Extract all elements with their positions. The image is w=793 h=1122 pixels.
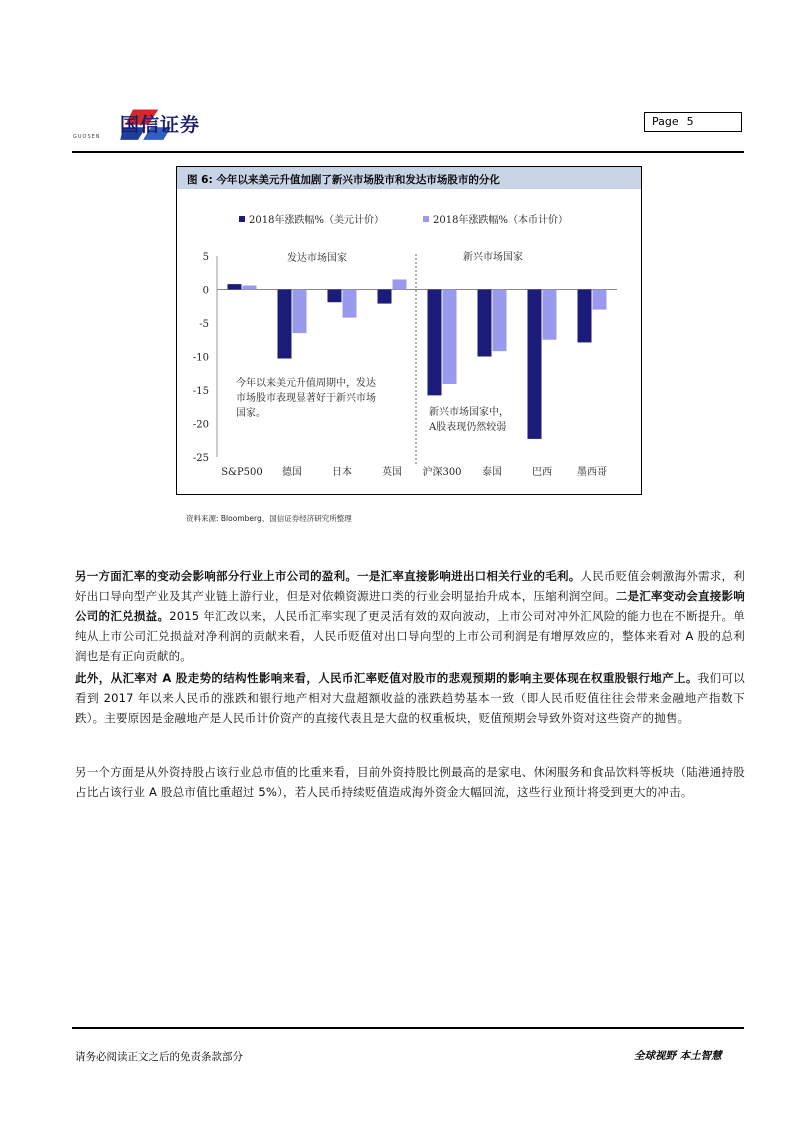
page-label: Page: [652, 115, 679, 128]
bar-0-7: [578, 290, 592, 343]
p1-text-1: 人民币贬值会刺激海外需求，利好出口导向型产业及其产业链上游行业，但是对依赖资源进口类的行业会明显抬升成本，压缩利润空间。: [75, 569, 745, 603]
bar-1-0: [243, 285, 257, 289]
annotation-emerging-line: 新兴市场国家中，: [429, 407, 509, 418]
x-tick-label: 墨西哥: [577, 467, 607, 478]
p1-bold-1: 另一方面汇率的变动会影响部分行业上市公司的盈利。一是汇率直接影响进出口相关行业的毛利。: [75, 569, 581, 583]
x-tick-label: S&P500: [221, 467, 263, 478]
x-tick-label: 巴西: [532, 467, 552, 478]
footer-rule: [72, 1027, 744, 1029]
figure-title: 图 6: 今年以来美元升值加剧了新兴市场股市和发达市场股市的分化: [187, 174, 500, 186]
bar-0-4: [428, 290, 442, 396]
paragraph-2: [75, 668, 745, 728]
p2-text-1: 我们可以看到 2017 年以来人民币的涨跌和银行地产相对大盘超额收益的涨跌趋势基本一致（即人民币贬值往往会带来金融地产指数下跌）。主要原因是金融地产是人民币计价资产的直接代表且是大盘的权重板块，贬值预期会导致外资对这些资产的抛售。: [75, 671, 745, 725]
bar-1-3: [393, 279, 407, 289]
y-tick-label: -5: [199, 319, 209, 330]
figure-source: 资料来源: Bloomberg、国信证券经济研究所整理: [186, 514, 352, 523]
legend-swatch-1: [423, 216, 429, 222]
p2-bold-1: 此外，从汇率对 A 股走势的结构性影响来看，人民币汇率贬值对股市的悲观预期的影响主要体现在权重股银行地产上。: [75, 671, 698, 685]
paragraph-1: [75, 566, 745, 666]
y-tick-label: -10: [192, 352, 209, 364]
bar-0-6: [528, 290, 542, 439]
annotation-emerging-line: A股表现仍然较弱: [429, 422, 507, 433]
annotation-developed-line: 市场股市表现显著好于新兴市场: [236, 393, 376, 404]
bar-1-2: [343, 290, 357, 318]
bar-1-5: [493, 290, 507, 352]
bar-0-0: [228, 284, 242, 289]
footer-disclaimer: 请务必阅读正文之后的免责条款部分: [75, 1051, 243, 1063]
bar-0-3: [378, 290, 392, 304]
bar-0-2: [328, 290, 342, 303]
legend-label-1: 2018年涨跌幅%（本币计价）: [433, 215, 568, 226]
x-tick-label: 沪深300: [422, 467, 462, 478]
bar-1-4: [443, 290, 457, 384]
logo-text: 国信证券: [120, 114, 201, 136]
group-label-developed: 发达市场国家: [287, 253, 347, 264]
y-tick-label: -25: [192, 453, 209, 464]
x-tick-label: 德国: [282, 467, 302, 478]
p1-text-2: 2015 年汇改以来，人民币汇率实现了更灵活有效的双向波动，上市公司对冲外汇风险的能力也在不断提升。单纯从上市公司汇兑损益对净利润的贡献来看，人民币贬值对出口导向型的上市公司利润是有增厚效应的，整体来看对 A 股的总利润也是有正向贡献的。: [75, 609, 745, 663]
y-tick-label: -20: [192, 419, 209, 431]
bar-0-1: [278, 290, 292, 359]
legend-swatch-0: [239, 216, 245, 222]
annotation-developed-line: 今年以来美元升值周期中，发达: [236, 378, 376, 389]
page-number: 5: [686, 115, 694, 128]
x-tick-label: 日本: [332, 467, 352, 478]
p3-text-1: 另一个方面是从外资持股占该行业总市值的比重来看，目前外资持股比例最高的是家电、休闲服务和食品饮料等板块（陆港通持股占比占该行业 A 股总市值比重超过 5%），若人民币持续贬值造成海外资金大幅回流，这些行业预计将受到更大的冲击。: [75, 765, 745, 799]
bar-1-7: [593, 290, 607, 310]
group-label-emerging: 新兴市场国家: [463, 252, 523, 263]
y-tick-label: 0: [202, 285, 209, 297]
logo-subtext: GUOSEN: [73, 134, 101, 140]
legend-label-0: 2018年涨跌幅%（美元计价）: [249, 215, 384, 226]
y-tick-label: 5: [202, 252, 209, 263]
bar-1-6: [543, 290, 557, 340]
annotation-developed-line: 国家。: [236, 408, 266, 419]
p1-bold-2: 二是汇率变动会直接影响公司的汇兑损益。: [75, 589, 746, 623]
y-tick-label: -15: [192, 386, 209, 397]
x-tick-label: 英国: [382, 467, 402, 478]
footer-slogan: 全球视野 本土智慧: [634, 1050, 722, 1062]
bar-1-1: [293, 290, 307, 334]
x-tick-label: 泰国: [482, 467, 502, 478]
bar-0-5: [478, 290, 492, 357]
bar-chart: [177, 190, 641, 490]
header-rule: [72, 151, 744, 153]
paragraph-3: [75, 762, 745, 802]
page-indicator: [644, 112, 742, 132]
